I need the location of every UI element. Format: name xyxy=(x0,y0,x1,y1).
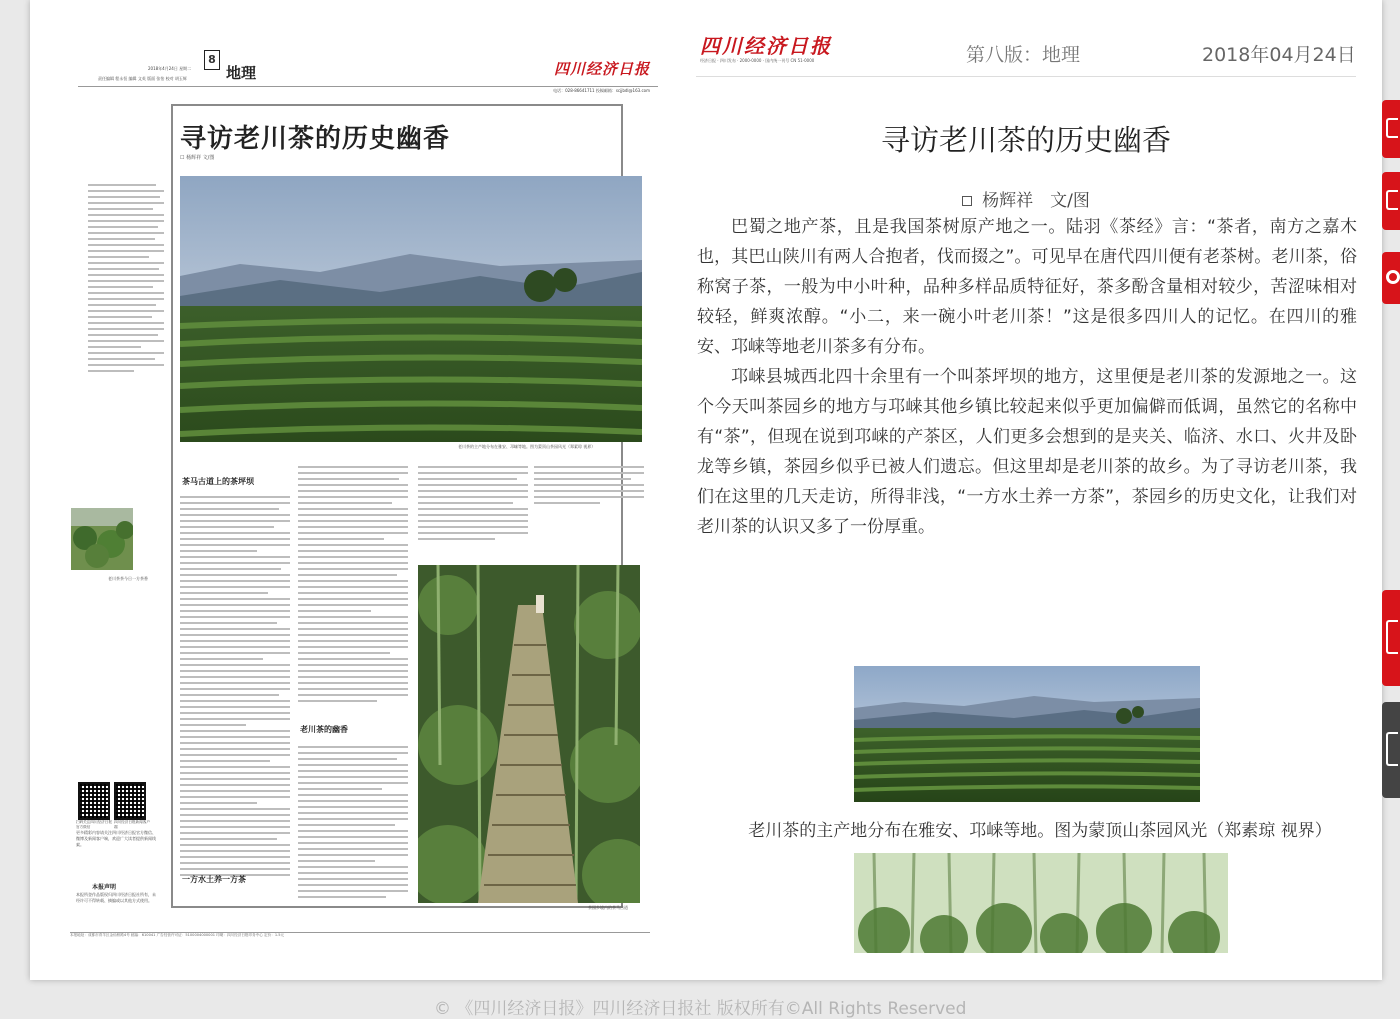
body-column-1 xyxy=(180,492,290,880)
tea-horse-road-photo xyxy=(418,565,640,903)
site-logo-subline: 经济日报 · 四川发布 · 2000-0000 · 国内统一刊号 CN 51-0000 xyxy=(700,58,815,63)
page-date-line: 2018年4月24日 星期二 xyxy=(148,66,192,71)
subhead-3: 一方水土养一方茶 xyxy=(182,874,246,884)
article-title: 寻访老川茶的历史幽香 xyxy=(880,123,1171,157)
print-button[interactable] xyxy=(1382,100,1400,158)
qr-caption-app: 四川经济日报新闻客户端 xyxy=(114,820,150,829)
article-paragraph-2: 邛崃县城西北四十余里有一个叫茶坪坝的地方，这里便是老川茶的发源地之一。这个今天叫茶园乡的地方与邛崃其他乡镇比较起来似乎更加偏僻而低调，虽然它的名称中有“茶”，但现在说到邛崃的产茶区，人们更多会想到的是夹关、临济、水口、火井及卧龙等乡镇，茶园乡似乎已被人们遗忘。但这里却是老川茶的故乡。为了寻访老川茶，我们在这里的几天走访，所得非浅，“一方水土养一方茶”，茶园乡的历史文化，让我们对老川茶的认识又多了一份厚重。 xyxy=(697,367,1357,537)
declaration-text: 本报所登作品版权归四川经济日报社所有，未经许可不得转载、摘编或以其他方式使用。 xyxy=(76,892,156,903)
body-column-3 xyxy=(418,462,528,544)
print-icon xyxy=(1386,118,1398,138)
copyright-footer: © 《四川经济日报》四川经济日报社 版权所有©All Rights Reserved xyxy=(434,999,967,1019)
header-divider xyxy=(696,76,1356,77)
page-editors-line: 责任编辑 程永恒 编辑 文英 版面 张怡 校对 胡玉辉 xyxy=(98,76,187,81)
page-section: 地理 xyxy=(226,64,257,82)
next-page-icon xyxy=(1386,732,1398,766)
photo1-caption: 老川茶的主产地分布在雅安、邛崃等地。图为蒙顶山茶园风光（郑素琼 视界） xyxy=(458,444,596,449)
qr-caption-wechat: 扫码关注四川经济日报官方微信 xyxy=(76,820,112,829)
subhead-2: 老川茶的幽香 xyxy=(300,724,348,734)
small-note: 更多精彩内容请关注四川经济日报官方微信、微博及新闻客户端，欢迎广大读者提供新闻线索。 xyxy=(76,830,156,847)
page-number: 8 xyxy=(204,50,220,70)
newspaper-logo: 四川经济日报 xyxy=(553,60,650,78)
byline-text: 杨辉祥 文/图 xyxy=(982,191,1090,211)
article-paragraph-1: 巴蜀之地产茶，且是我国茶树原产地之一。陆羽《茶经》言：“茶者，南方之嘉木也，其巴山陕川有两人合抱者，伐而掇之”。可见早在唐代四川便有老茶树。老川茶，俗称窝子茶，一般为中小叶种，品种多样品质特征好，茶多酚含量相对较少，苦涩味相对较轻，鲜爽浓醇。“小二，来一碗小叶老川茶！”这是很多四川人的记忆。在四川的雅安、邛崃等地老川茶多有分布。 xyxy=(697,217,1357,357)
newspaper-article-title: 寻访老川茶的历史幽香 xyxy=(180,124,451,154)
tea-garden-photo xyxy=(180,176,642,442)
subhead-1: 茶马古道上的茶坪坝 xyxy=(182,476,254,486)
left-text-column xyxy=(88,180,164,376)
share-icon xyxy=(1386,190,1398,210)
byline-square-icon xyxy=(962,196,972,206)
body-column-2 xyxy=(298,462,408,706)
photo2-caption: 茶园乡境内的茶马古道 xyxy=(588,905,628,910)
declaration-title: 本报声明 xyxy=(92,884,117,891)
next-page-button[interactable] xyxy=(1382,702,1400,798)
issue-date: 2018年04月24日 xyxy=(1202,44,1356,66)
qr-code-app xyxy=(114,782,146,820)
qr-code-wechat xyxy=(78,782,110,820)
newspaper-page-thumbnail[interactable] xyxy=(58,30,658,945)
newspaper-footer: 本报地址：成都市青羊区金仙桥路4号 邮编：610041 广告经营许可证：5100004000001 印刷：四川经济日报印务中心 定价：1.5元 xyxy=(70,932,650,941)
share-button[interactable] xyxy=(1382,172,1400,230)
article-bamboo-image[interactable] xyxy=(854,853,1228,953)
body-column-4 xyxy=(534,462,644,508)
newspaper-byline: ☐ 杨辉祥 文/图 xyxy=(180,155,215,161)
article-image1-caption: 老川茶的主产地分布在雅安、邛崃等地。图为蒙顶山茶园风光（郑素琼 视界） xyxy=(748,821,1332,841)
article-byline xyxy=(700,186,1352,211)
body-column-2b xyxy=(298,742,408,902)
site-logo[interactable]: 四川经济日报 xyxy=(700,34,832,58)
prev-page-button[interactable] xyxy=(1382,590,1400,686)
thumbnail-caption: 老川茶茶今日一方茶香 xyxy=(108,576,148,581)
article-tea-garden-image[interactable] xyxy=(854,666,1200,802)
favorite-icon xyxy=(1386,270,1400,284)
edition-label: 第八版：地理 xyxy=(966,44,1081,66)
favorite-button[interactable] xyxy=(1382,252,1400,304)
newspaper-header xyxy=(78,40,658,93)
tea-bush-thumbnail xyxy=(71,508,133,570)
prev-page-icon xyxy=(1386,620,1398,654)
page-phone-line: 电话：028-86641711 投稿邮箱：scjjbdl@163.com xyxy=(553,88,650,93)
